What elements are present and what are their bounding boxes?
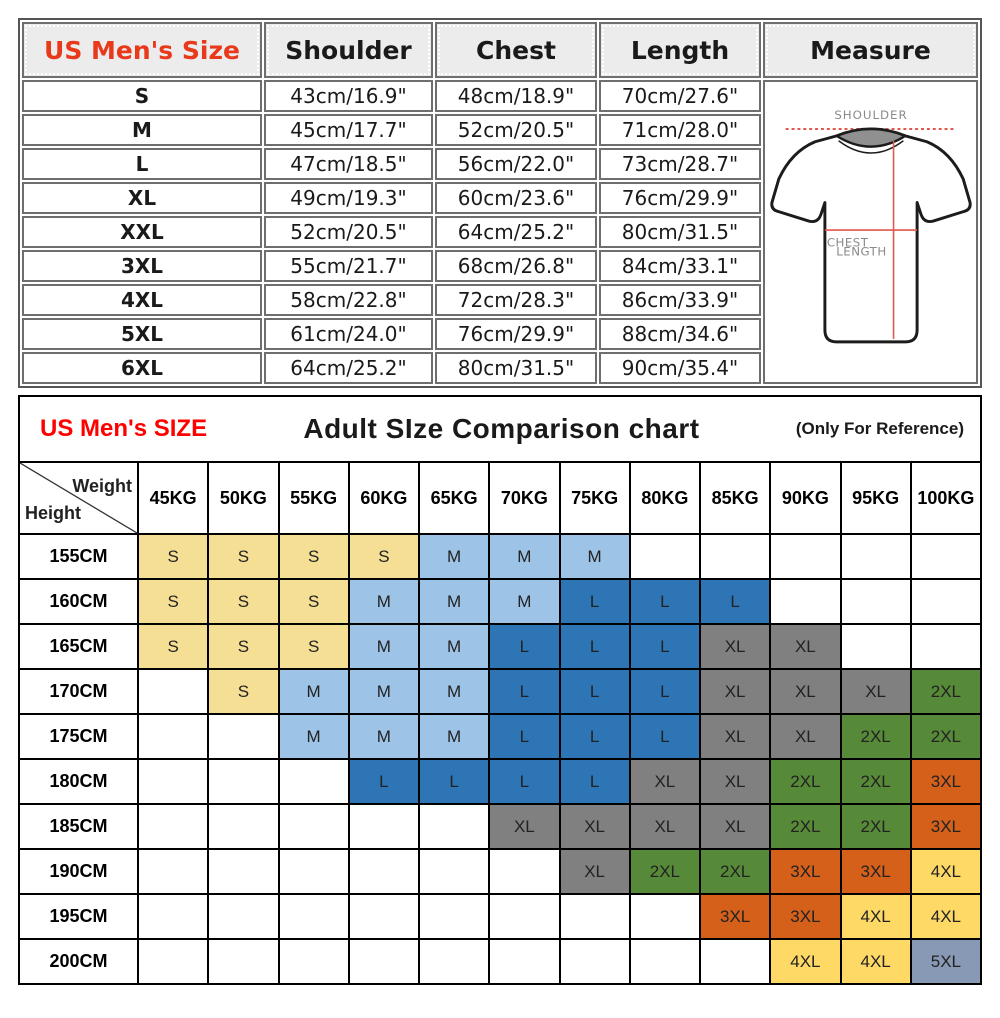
height-label-cell: 200CM	[20, 940, 137, 983]
size-matrix-cell	[631, 940, 699, 983]
size-matrix-cell	[420, 805, 488, 848]
weight-header-cell: 80KG	[631, 463, 699, 533]
height-label-cell: 190CM	[20, 850, 137, 893]
size-matrix-cell: M	[420, 580, 488, 623]
size-value-cell: 88cm/34.6"	[599, 318, 761, 350]
size-matrix-cell: 5XL	[912, 940, 980, 983]
height-label-cell: 170CM	[20, 670, 137, 713]
size-matrix-cell	[350, 895, 418, 938]
size-matrix-cell	[842, 580, 910, 623]
size-value-cell: 58cm/22.8"	[264, 284, 433, 316]
size-table-grid	[20, 20, 980, 386]
size-matrix-cell	[701, 535, 769, 578]
size-matrix-cell	[420, 850, 488, 893]
size-matrix-cell	[561, 895, 629, 938]
size-matrix-cell: XL	[771, 715, 839, 758]
size-matrix-cell	[280, 850, 348, 893]
size-matrix-cell: XL	[842, 670, 910, 713]
size-matrix-cell: L	[420, 760, 488, 803]
size-value-cell: 73cm/28.7"	[599, 148, 761, 180]
size-matrix-cell: 2XL	[771, 805, 839, 848]
shoulder-label: SHOULDER	[833, 108, 908, 123]
size-matrix-cell	[139, 715, 207, 758]
weight-header-cell: 85KG	[701, 463, 769, 533]
size-matrix-cell: L	[561, 715, 629, 758]
weight-header-cell: 90KG	[771, 463, 839, 533]
size-matrix-cell: 3XL	[771, 850, 839, 893]
weight-header-cell: 100KG	[912, 463, 980, 533]
size-matrix-cell	[701, 940, 769, 983]
size-value-cell: 70cm/27.6"	[599, 80, 761, 112]
size-value-cell: 86cm/33.9"	[599, 284, 761, 316]
chart-heading-left: US Men's SIZE	[40, 415, 208, 442]
size-value-cell: 76cm/29.9"	[435, 318, 597, 350]
size-matrix-cell: 2XL	[842, 805, 910, 848]
size-matrix-cell: M	[420, 715, 488, 758]
size-matrix-cell	[631, 895, 699, 938]
size-matrix-cell	[209, 805, 277, 848]
size-matrix-cell	[912, 625, 980, 668]
weight-header-cell: 55KG	[280, 463, 348, 533]
size-matrix-cell: 3XL	[912, 760, 980, 803]
size-row-label: XL	[22, 182, 262, 214]
length-label: LENGTH	[835, 244, 887, 259]
size-matrix-cell: M	[280, 715, 348, 758]
size-matrix-cell: L	[561, 625, 629, 668]
height-label-cell: 155CM	[20, 535, 137, 578]
size-matrix-cell: L	[631, 580, 699, 623]
size-value-cell: 52cm/20.5"	[435, 114, 597, 146]
size-matrix-cell: M	[280, 670, 348, 713]
size-matrix-cell	[912, 535, 980, 578]
size-matrix-cell: L	[701, 580, 769, 623]
size-matrix-cell: 4XL	[842, 940, 910, 983]
size-value-cell: 90cm/35.4"	[599, 352, 761, 384]
size-matrix-cell: 2XL	[912, 670, 980, 713]
size-matrix-cell	[139, 895, 207, 938]
size-matrix-cell: XL	[631, 805, 699, 848]
size-value-cell: 72cm/28.3"	[435, 284, 597, 316]
size-matrix-cell	[631, 535, 699, 578]
size-matrix-cell	[280, 805, 348, 848]
size-matrix-cell: M	[420, 535, 488, 578]
size-row-label: M	[22, 114, 262, 146]
size-matrix-cell	[350, 850, 418, 893]
height-label-cell: 175CM	[20, 715, 137, 758]
size-matrix-cell: M	[490, 535, 558, 578]
size-row-label: 6XL	[22, 352, 262, 384]
size-matrix-cell	[842, 625, 910, 668]
size-matrix-cell: M	[350, 580, 418, 623]
size-table-header-length: Length	[599, 22, 761, 78]
height-label-cell: 195CM	[20, 895, 137, 938]
size-value-cell: 47cm/18.5"	[264, 148, 433, 180]
size-matrix-cell: M	[350, 715, 418, 758]
size-matrix-cell: S	[209, 535, 277, 578]
size-matrix-cell: XL	[561, 805, 629, 848]
size-matrix-cell: 2XL	[842, 715, 910, 758]
weight-header-cell: 60KG	[350, 463, 418, 533]
size-matrix-cell	[350, 940, 418, 983]
size-matrix-cell: 4XL	[842, 895, 910, 938]
size-value-cell: 64cm/25.2"	[264, 352, 433, 384]
size-matrix-cell	[771, 535, 839, 578]
size-row-label: L	[22, 148, 262, 180]
size-matrix-cell: M	[350, 670, 418, 713]
size-matrix-cell: M	[490, 580, 558, 623]
size-matrix-cell: XL	[771, 625, 839, 668]
height-label-cell: 185CM	[20, 805, 137, 848]
weight-header-cell: 70KG	[490, 463, 558, 533]
size-matrix-cell	[561, 940, 629, 983]
size-matrix-cell: XL	[701, 670, 769, 713]
size-matrix-cell: 3XL	[912, 805, 980, 848]
size-matrix-cell: 3XL	[771, 895, 839, 938]
size-table-header-us-mens-size: US Men's Size	[22, 22, 262, 78]
size-matrix-cell: L	[561, 580, 629, 623]
size-matrix-cell: XL	[701, 760, 769, 803]
size-value-cell: 80cm/31.5"	[599, 216, 761, 248]
size-matrix-cell: M	[420, 670, 488, 713]
chart-heading-right: (Only For Reference)	[795, 419, 964, 438]
weight-header-cell: 95KG	[842, 463, 910, 533]
size-table-header-measure: Measure	[763, 22, 978, 78]
size-matrix-cell	[209, 850, 277, 893]
size-matrix-cell	[209, 715, 277, 758]
size-matrix-cell	[771, 580, 839, 623]
size-matrix-cell: L	[631, 625, 699, 668]
size-matrix-cell	[490, 940, 558, 983]
size-table-section	[18, 18, 982, 388]
size-matrix-cell: S	[280, 625, 348, 668]
size-matrix-cell	[139, 760, 207, 803]
size-matrix-cell: S	[139, 535, 207, 578]
weight-header-cell: 45KG	[139, 463, 207, 533]
size-matrix-cell: L	[350, 760, 418, 803]
size-value-cell: 48cm/18.9"	[435, 80, 597, 112]
size-matrix-cell: XL	[490, 805, 558, 848]
size-matrix-cell: 2XL	[771, 760, 839, 803]
size-row-label: 4XL	[22, 284, 262, 316]
size-matrix-cell: S	[209, 670, 277, 713]
size-table-header-chest: Chest	[435, 22, 597, 78]
tshirt-outline	[771, 129, 969, 342]
size-matrix-cell: L	[490, 670, 558, 713]
size-matrix-cell	[209, 895, 277, 938]
size-matrix-cell	[139, 940, 207, 983]
size-value-cell: 80cm/31.5"	[435, 352, 597, 384]
comparison-chart-section	[18, 395, 982, 985]
size-matrix-cell: L	[490, 760, 558, 803]
size-matrix-cell: M	[350, 625, 418, 668]
size-matrix-cell	[350, 805, 418, 848]
weight-header-cell: 50KG	[209, 463, 277, 533]
size-matrix-cell: XL	[701, 805, 769, 848]
size-matrix-cell: M	[561, 535, 629, 578]
size-matrix-cell	[280, 940, 348, 983]
size-matrix-cell: XL	[561, 850, 629, 893]
size-matrix-cell: XL	[771, 670, 839, 713]
size-matrix-cell	[280, 760, 348, 803]
size-matrix-cell: L	[490, 715, 558, 758]
size-row-label: XXL	[22, 216, 262, 248]
size-matrix-cell	[209, 940, 277, 983]
corner-height-label: Height	[25, 503, 81, 523]
chart-titlebar	[20, 397, 980, 461]
size-matrix-cell	[139, 670, 207, 713]
size-matrix-cell: S	[350, 535, 418, 578]
size-value-cell: 49cm/19.3"	[264, 182, 433, 214]
height-label-cell: 160CM	[20, 580, 137, 623]
size-value-cell: 76cm/29.9"	[599, 182, 761, 214]
size-matrix-cell: 2XL	[842, 760, 910, 803]
size-matrix-cell	[842, 535, 910, 578]
size-matrix-cell: 4XL	[912, 850, 980, 893]
size-value-cell: 56cm/22.0"	[435, 148, 597, 180]
size-value-cell: 52cm/20.5"	[264, 216, 433, 248]
size-matrix-cell: L	[561, 760, 629, 803]
size-value-cell: 71cm/28.0"	[599, 114, 761, 146]
size-value-cell: 68cm/26.8"	[435, 250, 597, 282]
size-matrix-cell: M	[420, 625, 488, 668]
size-row-label: S	[22, 80, 262, 112]
size-matrix-cell: S	[209, 580, 277, 623]
size-matrix-cell	[912, 580, 980, 623]
size-matrix-cell: 2XL	[701, 850, 769, 893]
size-matrix-cell	[490, 850, 558, 893]
size-matrix-cell: L	[631, 715, 699, 758]
weight-header-cell: 65KG	[420, 463, 488, 533]
size-matrix-cell: S	[139, 580, 207, 623]
size-matrix-cell: S	[139, 625, 207, 668]
size-matrix-cell: 4XL	[771, 940, 839, 983]
size-value-cell: 84cm/33.1"	[599, 250, 761, 282]
size-matrix-cell	[139, 850, 207, 893]
measure-cell	[763, 80, 978, 384]
size-matrix-cell: L	[561, 670, 629, 713]
comparison-grid	[20, 461, 980, 983]
weight-header-cell: 75KG	[561, 463, 629, 533]
size-matrix-cell: S	[209, 625, 277, 668]
corner-weight-label: Weight	[72, 476, 132, 496]
corner-cell	[20, 463, 137, 533]
size-matrix-cell	[420, 940, 488, 983]
size-value-cell: 61cm/24.0"	[264, 318, 433, 350]
size-value-cell: 43cm/16.9"	[264, 80, 433, 112]
height-label-cell: 180CM	[20, 760, 137, 803]
tshirt-diagram	[768, 84, 974, 380]
size-matrix-cell	[420, 895, 488, 938]
size-matrix-cell: 4XL	[912, 895, 980, 938]
size-matrix-cell: XL	[701, 715, 769, 758]
size-matrix-cell	[139, 805, 207, 848]
size-matrix-cell: S	[280, 535, 348, 578]
chart-heading-main: Adult SIze Comparison chart	[303, 413, 700, 444]
size-value-cell: 64cm/25.2"	[435, 216, 597, 248]
size-matrix-cell	[209, 760, 277, 803]
size-matrix-cell: 3XL	[842, 850, 910, 893]
size-value-cell: 60cm/23.6"	[435, 182, 597, 214]
size-row-label: 3XL	[22, 250, 262, 282]
size-matrix-cell: S	[280, 580, 348, 623]
size-row-label: 5XL	[22, 318, 262, 350]
size-matrix-cell: XL	[631, 760, 699, 803]
size-matrix-cell: XL	[701, 625, 769, 668]
size-value-cell: 55cm/21.7"	[264, 250, 433, 282]
size-table-header-shoulder: Shoulder	[264, 22, 433, 78]
size-matrix-cell: L	[631, 670, 699, 713]
size-matrix-cell: 2XL	[631, 850, 699, 893]
size-matrix-cell: L	[490, 625, 558, 668]
size-matrix-cell: 3XL	[701, 895, 769, 938]
chest-label: CHEST	[826, 235, 868, 250]
height-label-cell: 165CM	[20, 625, 137, 668]
size-matrix-cell: 2XL	[912, 715, 980, 758]
size-matrix-cell	[490, 895, 558, 938]
size-matrix-cell	[280, 895, 348, 938]
size-value-cell: 45cm/17.7"	[264, 114, 433, 146]
